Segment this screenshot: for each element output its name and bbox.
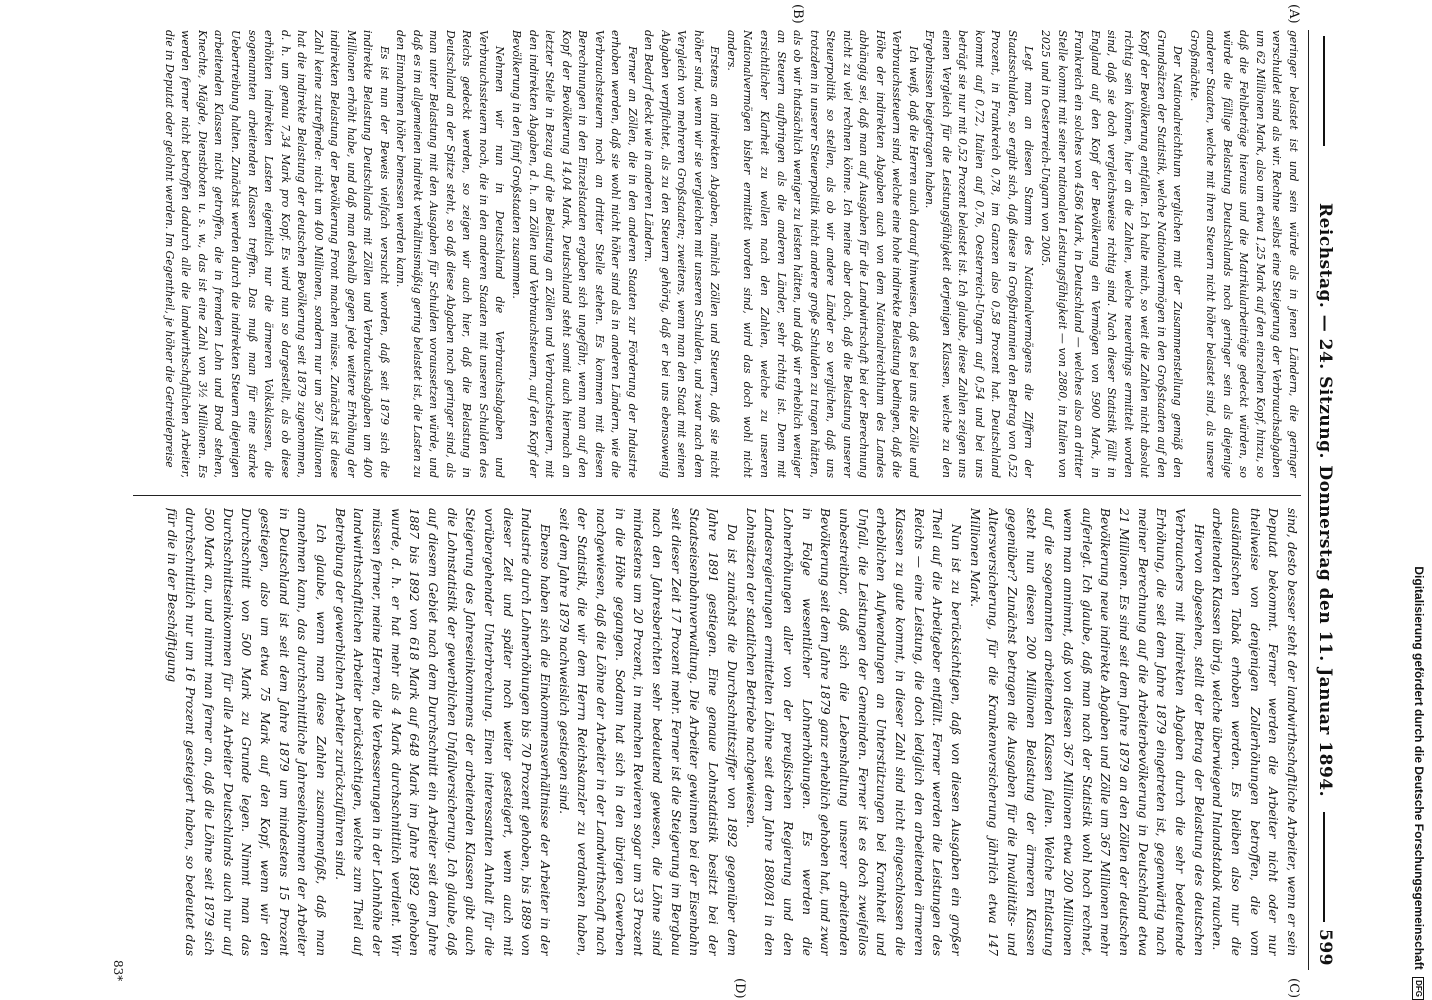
credit-text: Digitalisierung gefördert durch die Deutsche Forschungsgemeinschaft	[1412, 566, 1426, 970]
right-paragraph: Ich glaube, wenn man diese Zahlen zusammenfaßt, daß man annehmen kann, das durchschnittliche Jahreseinkommen der Arbeiter in Deutschland ist seit dem Jahre 1879 um mindestens 15 Prozent gestiegen, also um etwa 75 Mark auf den Kopf, wenn wir den Durchschnitt von 500 Mark zu Grunde legen. Nimmt man das Durchschnittseinkommen für alle Arbeiter Deutschlands auch nur auf 500 Mark an, und nimmt man ferner an, daß die Löhne seit 1879 sich durchschnittlich nur um 16 Prozent gesteigert haben, so bedeutet das für die in der Beschäftigung	[164, 508, 329, 956]
left-paragraph: Erstens an indirekten Abgaben, nämlich Zöllen und Steuern, daß sie nicht höher sind, wenn wir sie vergleichen mit unseren Schulden, und zwar nach dem Vergleich von mehreren Großstaaten; zweitens, wenn man den Staat mit seinen Abgaben verpflichtet, als zu den Steuern gehörig, daß er bei uns ebensowenig den Bedarf deckt wie in anderen Ländern.	[642, 30, 722, 478]
left-paragraph: geringer belastet ist und sein würde als in jenen Ländern, die geringer verschuldet sind als wir. Rechne selbst eine Steigerung der Verbrauchsabgaben um 62 Millionen Mark, also um etwa 1,25 Mark auf den einzelnen Kopf, hinzu, so daß die Fehlbeträge hieraus und die Matrikularbeiträge gedeckt würden, so würde die fällige Belastung Deutschlands noch geringer sein als diejenige anderer Staaten, welche mit ihren Steuern nicht höher belastet sind, als unsere Großmächte.	[1187, 30, 1300, 478]
right-paragraph: sind, desto besser steht der landwirthschaftliche Arbeiter, wenn er sein Deputat bekommt. Ferner werden die Arbeiter nicht oder nur theilweise von denjenigen Zollerhöhungen betroffen, die vom ausländischen Tabak erhoben werden. Es bleiben also nur die arbeitenden Klassen übrig, welche überwiegend Inlandstabak rauchen.	[1210, 508, 1299, 956]
margin-marker-b: (B)	[790, 4, 805, 24]
right-paragraph: Ebenso haben sich die Einkommensverhältnisse der Arbeiter in der Industrie durch Lohnerhöhungen bis 70 Prozent gehoben, bis 1889 von dieser Zeit und später noch weiter gesteigert, wenn auch mit vorübergehender Unterbrechung. Einen interessanten Anhalt für die Steigerung des Jahreseinkommens der arbeitenden Klassen gibt auch die Lohnstatistik der gewerblichen Unfallversicherung. Ich glaube, daß auf diesem Gebiet nach dem Durchschnitt ein Arbeiter seit dem Jahre 1887 bis 1892 von 618 Mark auf 648 Mark im Jahre 1892 gehoben wurde, d. h. er hat mehr als 4 Mark durchschnittlich verdient. Wir müssen ferner, meine Herren, die Verbesserungen in der Lohnhöhe der landwirthschaftlichen Arbeiter berücksichtigen, welche zum Theil auf Betreibung der gewerblichen Arbeiter zurückzuführen sind.	[332, 508, 553, 956]
header-divider	[1308, 30, 1309, 970]
header-rule-right	[1323, 812, 1325, 922]
left-paragraph: Nehmen wir nun in Deutschland die Verbrauchsabgaben und Verbrauchssteuern noch, die in den anderen Staaten mit unseren Schulden des Reichs gedeckt werden, so zeigen wir auch hier, daß die Belastung in Deutschland an der Spitze steht, so daß diese Abgaben noch geringer sind, als man unter Belastung mit den Ausgaben für Schulden voraussetzen würde, und daß es im allgemeinen indirekt verhältnismäßig gering belastet ist, die Lasten zu den Einnahmen höher bemessen werden kann.	[394, 30, 507, 478]
right-column	[133, 508, 1301, 956]
right-paragraph: Da ist zunächst die Durchschnittsziffer von 1892 gegenüber dem Jahre 1891 gestiegen. Eine genaue Lohnstatistik besitzt bei der Staatseisenbahnverwaltung. Die Arbeiter gewinnen bei der Eisenbahn seit dieser Zeit 17 Prozent mehr. Ferner ist die Steigerung im Bergbau nach den Jahresberichten sehr bedeutend gewesen, die Löhne sind mindestens um 20 Prozent, in manchen Revieren sogar um 33 Prozent in die Höhe gegangen. Sodann hat sich in den übrigen Gewerben nachgewiesen, daß die Löhne der Arbeiter in der Landwirthschaft nach der Statistik, die wir dem Herrn Reichskanzler zu verdanken haben, seit dem Jahre 1879 nachweislich gestiegen sind.	[556, 508, 739, 956]
left-paragraph: Es ist nun der Beweis vielfach versucht worden, daß seit 1879 sich die indirekte Belastung Deutschlands mit Zöllen und Verbrauchsabgaben um 400 Millionen erhöht habe, und daß man deshalb gegen jede weitere Erhöhung der indirekten Belastung der Bevölkerung Front machen müsse. Zunächst ist diese Zahl keine zutreffende: nicht um 400 Millionen, sondern nur um 367 Millionen hat die indirekte Belastung der deutschen Bevölkerung seit 1879 zugenommen, d. h. um genau 7,34 Mark pro Kopf. Es wird nun so dargestellt, als ob diese erhöhten indirekten Lasten eigentlich nur die ärmeren Volksklassen, die sogenannten arbeitenden Klassen treffen. Das muß man für eine starke Uebertreibung halten. Zunächst werden durch die indirekten Steuern diejenigen arbeitenden Klassen nicht getroffen, die in fremdem Lohn und Brod stehen, Knechte, Mägde, Dienstboten u. s. w., das ist eine Zahl von 3½ Millionen. Es werden ferner nicht betroffen dadurch alle die landwirthschaftlichen Arbeiter, die in Deputat oder gelohnt werden. Im Gegentheil, je höher die Getreidepreise	[162, 30, 391, 478]
right-paragraph: Hiervon abgesehen, stellt der Betrag der Belastung des deutschen Verbrauchers mit indirekten Abgaben durch die sehr bedeutende Erhöhung, die seit dem Jahre 1879 eingetreten ist, gegenwärtig nach meiner Berechnung auf die Arbeiterbevölkerung in Deutschland etwa 21 Millionen. Es sind seit dem Jahre 1879 an den Zöllen der deutschen Bevölkerung neue indirekte Abgaben und Zölle um 367 Millionen mehr auferlegt. Ich glaube, daß man nach der Statistik wohl hoch rechnet, wenn man annimmt, daß von diesen 367 Millionen etwa 200 Millionen auf die sogenannten arbeitenden Klassen fallen. Welche Entlastung steht nun diesen 200 Millionen Belastung der ärmeren Klassen gegenüber? Zunächst betragen die Ausgaben für die Invaliditäts- und Altersversicherung, für die Krankenversicherung jährlich etwa 147 Millionen Mark.	[967, 508, 1206, 956]
page-header	[1313, 30, 1337, 970]
dfg-logo: DFG	[1412, 977, 1424, 1000]
header-title: Reichstag. — 24. Sitzung. Donnerstag den 11. Januar 1894.	[1315, 202, 1335, 798]
column-divider	[133, 495, 1301, 496]
right-paragraph: Nun ist zu berücksichtigen, daß von diesen Ausgaben ein großer Theil auf die Arbeitgeber entfällt. Ferner werden die Leistungen des Reichs — eine Leistung, die doch lediglich den arbeitenden ärmeren Klassen zu gute kommt, in dieser Zahl sind nicht eingeschlossen die erheblichen Aufwendungen an Unterstützungen bei Krankheit und Unfall, die Leistungen der Gemeinden. Ferner ist es doch zweifellos unbestreitbar, daß sich die Lebenshaltung unserer arbeitenden Bevölkerung seit dem Jahre 1879 ganz erheblich gehoben hat, und zwar in Folge wesentlicher Lohnerhöhungen. Es werden die Lohnerhöhungen aller von der preußischen Regierung und den Landesregierungen ermittelten Löhne seit dem Jahre 1880/81 in den Lohnsätzen der staatlichen Betriebe nachgewiesen.	[743, 508, 963, 956]
page-number: 599	[1315, 929, 1335, 966]
signature-mark: 83*	[111, 960, 125, 982]
margin-marker-c: (C)	[1286, 978, 1301, 999]
left-column	[133, 30, 1301, 478]
margin-marker-a: (A)	[1286, 4, 1301, 24]
margin-marker-d: (D)	[732, 978, 747, 999]
newspaper-page	[17, 4, 1337, 999]
left-paragraph: Legt man an diesen Stamm des Nationalvermögens die Ziffern der Staatsschulden, so ergibt sich, daß diese in Großbritannien den Betrag von 0,52 Prozent, in Frankreich 0,78, im Ganzen also 0,58 Prozent hat. Deutschland kommt auf 0,72, Italien auf 0,76, Oesterreich-Ungarn auf 0,54 und bei uns beträgt sie nur mit 0,52 Prozent belastet ist. Ich glaube, diese Zahlen zeigen uns einen Vergleich für die Leistungsfähigkeit derjenigen Klassen, welche zu den Ergebnissen beigetragen haben.	[923, 30, 1036, 478]
left-paragraph: Ich weiß, daß die Herren auch darauf hinweisen, daß es bei uns die Zölle und Verbrauchssteuern sind, welche eine hohe indirekte Belastung bedingen, daß die Höhe der indirekten Abgaben auch von dem Nationalreichthum des Landes abhängig sei, daß man auf Ausgaben für die Landwirtschaft bei der Berechnung nicht zu viel rechnen könne. Ich meine aber doch, daß die Belastung unserer Steuerpolitik so stellen, als ob wir andere Länder so verglichen, daß uns trotzdem in unserer Steuerpolitik nicht andere große Schulden zu tragen hätten, als ob wir thatsächlich weniger zu leisten hätten, und daß wir erheblich weniger an Steuern aufbringen als die anderen Länder, sehr richtig ist. Denn mit ersichtlicher Klarheit zu wollen nach den Zahlen, welche zu unseren Nationalvermögen bisher ermittelt worden sind, wird das doch wohl nicht anders.	[724, 30, 920, 478]
left-paragraph: Der Nationalreichthum verglichen mit der Zusammenstellung gemäß den Grundsätzen der Statistik, welche Nationalvermögen in den Großstaaten auf den Kopf der Bevölkerung entfallen. Ich halte mich, so weit die Zahlen nicht absolut richtig sein können, hier an die Zahlen, welche neuerdings ermittelt worden sind, daß sie doch vergleichsweise richtig sind. Nach dieser Statistik fällt in England auf den Kopf der Bevölkerung ein Vermögen von 5900 Mark, in Frankreich ein solches von 4586 Mark, in Deutschland — welches also an dritter Stelle kommt mit seiner nationalen Leistungsfähigkeit — von 2880, in Italien von 2025 und in Oesterreich-Ungarn von 2005.	[1039, 30, 1185, 478]
left-paragraph: Ferner an Zöllen, die in den anderen Staaten zur Förderung der Industrie erhoben werden, daß sie wohl nicht höher sind als in anderen Ländern, wie die Verbrauchsteuern noch an dritter Stelle stehen. Es kommen mit diesen Berechnungen in den Einzelstaaten ergaben sich ungefähr, wenn man auf den Kopf der Bevölkerung 14,04 Mark, Deutschland steht somit auch hiernach an letzter Stelle in Bezug auf die Belastung an Zöllen und Verbrauchsteuern, mit den indirekten Abgaben, d. h. an Zöllen und Verbrauchsteuern, auf den Kopf der Bevölkerung in den fünf Großstaaten zusammen.	[510, 30, 639, 478]
